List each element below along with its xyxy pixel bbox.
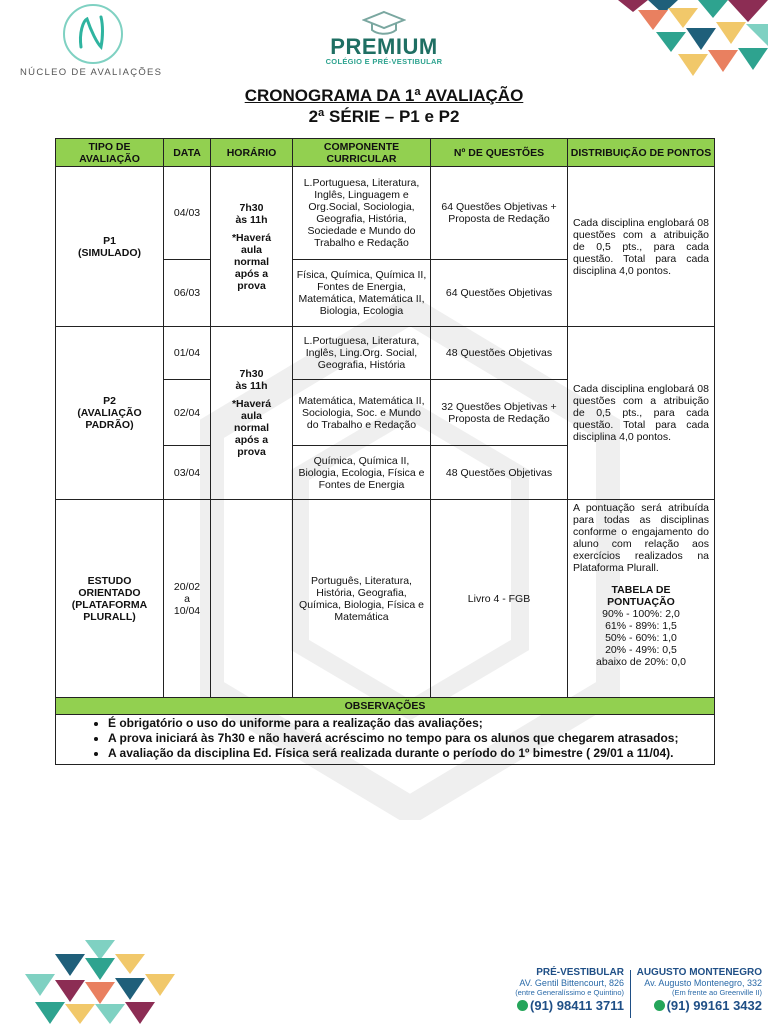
p2-questoes-2: 32 Questões Objetivas + Proposta de Redação (431, 380, 568, 446)
tabela-row: 61% - 89%: 1,5 (605, 620, 677, 632)
observacoes-list (62, 716, 708, 761)
whatsapp-icon (654, 1000, 665, 1011)
footer-divider (630, 970, 631, 1018)
unit-address: AV. Gentil Bittencourt, 826 (519, 978, 624, 988)
estudo-pontos: A pontuação será atribuída para todas as disciplinas conforme o engajamento do aluno com relação aos exercícios realizados na Plataforma Plurall. (573, 502, 709, 574)
nucleo-n-icon (57, 3, 129, 65)
brand-name: PREMIUM (330, 34, 438, 59)
p2-componente-3: Química, Química II, Biologia, Ecologia, Física e Fontes de Energia (293, 446, 431, 500)
header-pontos: DISTRIBUIÇÃO DE PONTOS (568, 139, 715, 167)
unit-name: AUGUSTO MONTENEGRO (636, 967, 762, 978)
list-item: • É obrigatório o uso do uniforme para a realização das avaliações; (108, 716, 708, 731)
document-title: CRONOGRAMA DA 1ª AVALIAÇÃO (244, 86, 524, 105)
p1-pontos: Cada disciplina englobará 08 questões com a atribuição de 0,5 pts., para cada questão. Total para cada disciplina 4,0 pontos. (568, 167, 715, 327)
brand-subtitle: COLÉGIO E PRÉ-VESTIBULAR (325, 57, 443, 66)
unit-ref: (entre Generalíssimo e Quintino) (515, 988, 624, 997)
table-row (56, 167, 715, 260)
tabela-row: 90% - 100%: 2,0 (602, 608, 680, 620)
nucleo-label: NÚCLEO DE AVALIAÇÕES (20, 67, 163, 78)
p2-haver-note: *Haverá aula normal após a prova (231, 398, 272, 458)
estudo-componente: Português, Literatura, História, Geografia, Química, Biologia, Física e Matemática (293, 500, 431, 698)
footer-unit-augusto (634, 968, 762, 1014)
p2-horario-cell (211, 327, 293, 500)
p1-questoes-1: 64 Questões Objetivas + Proposta de Redação (431, 167, 568, 260)
decorative-triangles-bottom (25, 940, 185, 1024)
p1-questoes-2: 64 Questões Objetivas (431, 260, 568, 327)
p2-componente-1: L.Portuguesa, Literatura, Inglês, Ling.Org. Social, Geografia, História (293, 327, 431, 380)
tabela-pontuacao-title: TABELA DE PONTUAÇÃO (607, 584, 675, 608)
p2-date-3: 03/04 (164, 446, 211, 500)
decorative-triangles-top (618, 0, 768, 80)
unit-ref: (Em frente ao Greenville II) (671, 988, 762, 997)
whatsapp-icon (517, 1000, 528, 1011)
observacoes-cell (56, 715, 715, 765)
p2-date-1: 01/04 (164, 327, 211, 380)
p1-componente-1: L.Portuguesa, Literatura, Inglês, Linguagem e Org.Social, Sociologia, Geografia, História, Sociedade e Mundo do Trabalho e Redação (293, 167, 431, 260)
estudo-horario (211, 500, 293, 698)
unit-address: Av. Augusto Montenegro, 332 (644, 978, 762, 988)
p1-tipo: P1 (SIMULADO) (56, 167, 164, 327)
unit-phone: (91) 98411 3711 (530, 998, 624, 1013)
estudo-questoes: Livro 4 - FGB (431, 500, 568, 698)
header-questoes: Nº DE QUESTÕES (431, 139, 568, 167)
table-header-row (56, 139, 715, 167)
header-horario: HORÁRIO (211, 139, 293, 167)
nucleo-logo (20, 3, 170, 81)
p2-horario: 7h30 às 11h (235, 368, 268, 392)
tabela-row: 50% - 60%: 1,0 (605, 632, 677, 644)
p1-componente-2: Física, Química, Química II, Fontes de Energia, Matemática, Matemática II, Biologia, Ecologia (293, 260, 431, 327)
observacoes-title: OBSERVAÇÕES (56, 698, 715, 715)
list-item: • A prova iniciará às 7h30 e não haverá acréscimo no tempo para os alunos que chegarem atrasados; (108, 731, 708, 746)
p1-horario: 7h30 às 11h (235, 201, 268, 226)
table-row (56, 500, 715, 698)
header-data: DATA (164, 139, 211, 167)
p2-tipo: P2 (AVALIAÇÃO PADRÃO) (56, 327, 164, 500)
p1-date-2: 06/03 (164, 260, 211, 327)
p1-haver-note: *Haverá aula normal após a prova (231, 231, 272, 292)
unit-phone: (91) 99161 3432 (666, 998, 762, 1013)
schedule-table (55, 138, 715, 765)
tabela-row: abaixo de 20%: 0,0 (596, 656, 686, 668)
list-item: • A avaliação da disciplina Ed. Física será realizada durante o período do 1º bimestre ( 29/01 a 11/04). (108, 746, 708, 761)
unit-name: PRÉ-VESTIBULAR (536, 967, 624, 978)
footer-unit-prevestibular (490, 968, 624, 1014)
estudo-pontos-cell (568, 500, 715, 698)
observacoes-header-row (56, 698, 715, 715)
table-row (56, 327, 715, 380)
header-componente: COMPONENTE CURRICULAR (293, 139, 431, 167)
document-subtitle: 2ª SÉRIE – P1 e P2 (308, 107, 460, 126)
p2-componente-2: Matemática, Matemática II, Sociologia, Soc. e Mundo do Trabalho e Redação (293, 380, 431, 446)
p1-horario-cell (211, 167, 293, 327)
p2-date-2: 02/04 (164, 380, 211, 446)
observacoes-row (56, 715, 715, 765)
p2-questoes-1: 48 Questões Objetivas (431, 327, 568, 380)
estudo-tipo: ESTUDO ORIENTADO (PLATAFORMA PLURALL) (56, 500, 164, 698)
p2-questoes-3: 48 Questões Objetivas (431, 446, 568, 500)
p2-pontos: Cada disciplina englobará 08 questões com a atribuição de 0,5 pts., para cada questão. Total para cada disciplina 4,0 pontos. (568, 327, 715, 500)
unit-phone-line (634, 998, 762, 1014)
p1-date-1: 04/03 (164, 167, 211, 260)
unit-phone-line (490, 998, 624, 1014)
premium-logo (300, 10, 468, 76)
graduation-cap-icon (362, 10, 406, 36)
tabela-row: 20% - 49%: 0,5 (605, 644, 677, 656)
estudo-data: 20/02 a 10/04 (164, 500, 211, 698)
header-tipo: TIPO DE AVALIAÇÃO (56, 139, 164, 167)
